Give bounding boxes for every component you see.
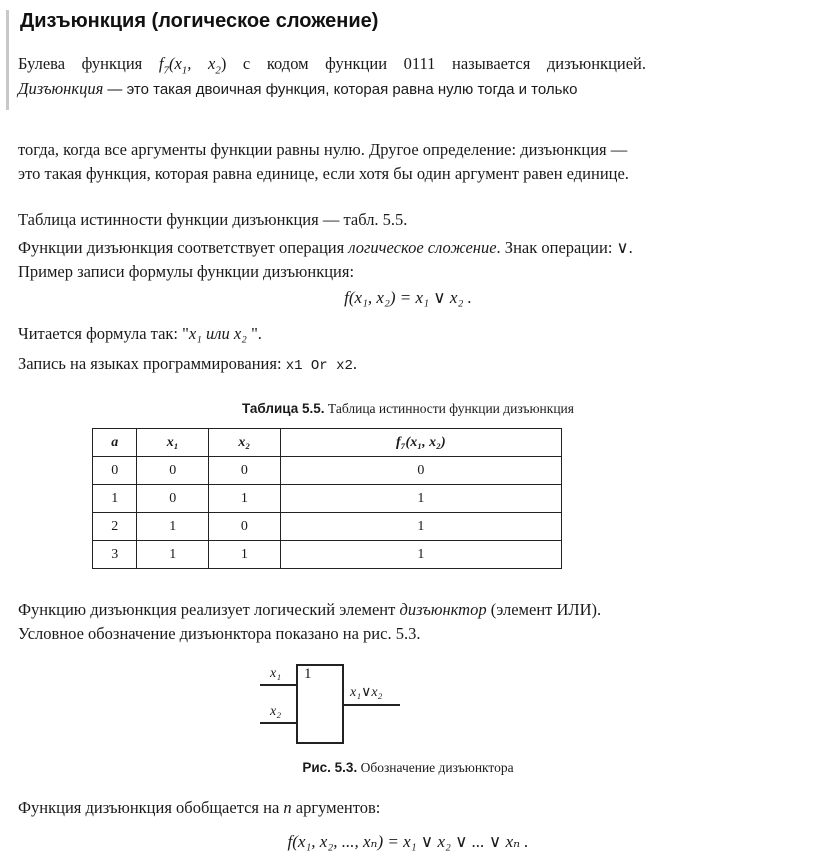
table-cell: 1	[280, 541, 561, 569]
table-header-cell: x₁	[137, 429, 209, 457]
intro-line-1: Булева функция $f_7(x_1$, $x_2$) с кодом функции 0111 называется дизъюнкцией.	[18, 54, 647, 77]
table-header-cell: a	[93, 429, 137, 457]
section-heading: Дизъюнкция (логическое сложение)	[20, 10, 379, 32]
paragraph-generalization: Функция дизъюнкция обобщается на n аргументов:	[18, 798, 381, 817]
paragraph-table-ref: Таблица истинности функции дизъюнкция — табл. 5.5.	[18, 210, 408, 229]
paragraph-definition: тогда, когда все аргументы функции равны нулю. Другое определение: дизъюнкция — это такая функция, которая равна единице, если хотя бы один аргумент равен единице.	[18, 140, 629, 183]
table-cell: 1	[280, 485, 561, 513]
table-header-cell: f₇(x₁, x₂)	[280, 429, 561, 457]
gate-input-label-1: x₁	[270, 666, 282, 681]
gate-input-wire-1	[260, 684, 296, 686]
table-cell: 1	[209, 485, 281, 513]
gate-input-label-2: x₂	[270, 704, 282, 719]
formula-n-args: f(x₁, x₂, ..., xₙ) = x₁ ∨ x₂ ∨ ... ∨ xₙ .	[287, 832, 529, 851]
table-row	[93, 457, 562, 485]
table-cell: 0	[137, 457, 209, 485]
gate-output-wire	[344, 704, 400, 706]
gate-output-label: x₁∨x₂	[350, 685, 383, 700]
figure-caption: Рис. 5.3. Обозначение дизъюнктора	[302, 760, 514, 775]
table-row	[93, 485, 562, 513]
table-row	[93, 513, 562, 541]
intro-line-2: Дизъюнкция — это такая двоичная функция, которая равна нулю тогда и только	[18, 79, 578, 98]
truth-table	[92, 428, 562, 569]
table-cell: 2	[93, 513, 137, 541]
paragraph-programming: Запись на языках программирования: x1 Or x2.	[18, 354, 358, 374]
table-cell: 0	[93, 457, 137, 485]
section-marker-bar	[6, 10, 9, 110]
table-header-row	[93, 429, 562, 457]
paragraph-element: Функцию дизъюнкция реализует логический элемент дизъюнктор (элемент ИЛИ). Условное обозначение дизъюнктора показано на рис. 5.3.	[18, 600, 602, 643]
table-cell: 1	[137, 513, 209, 541]
gate-input-wire-2	[260, 722, 296, 724]
table-cell: 1	[280, 513, 561, 541]
table-row	[93, 541, 562, 569]
table-cell: 1	[93, 485, 137, 513]
gate-label: 1	[304, 666, 312, 682]
paragraph-reading: Читается формула так: "x₁ или x₂ ".	[18, 324, 262, 343]
table-cell: 3	[93, 541, 137, 569]
or-gate-symbol	[296, 664, 344, 744]
table-header-cell: x₂	[209, 429, 281, 457]
table-cell: 0	[209, 457, 281, 485]
table-cell: 1	[209, 541, 281, 569]
paragraph-operation: Функции дизъюнкция соответствует операция логическое сложение. Знак операции: ∨. Пример записи формулы функции дизъюнкция:	[18, 238, 633, 281]
table-cell: 1	[137, 541, 209, 569]
table-caption: Таблица 5.5. Таблица истинности функции дизъюнкция	[242, 401, 574, 416]
formula-disjunction: f(x₁, x₂) = x₁ ∨ x₂ .	[344, 288, 472, 307]
table-cell: 0	[137, 485, 209, 513]
table-cell: 0	[280, 457, 561, 485]
table-cell: 0	[209, 513, 281, 541]
